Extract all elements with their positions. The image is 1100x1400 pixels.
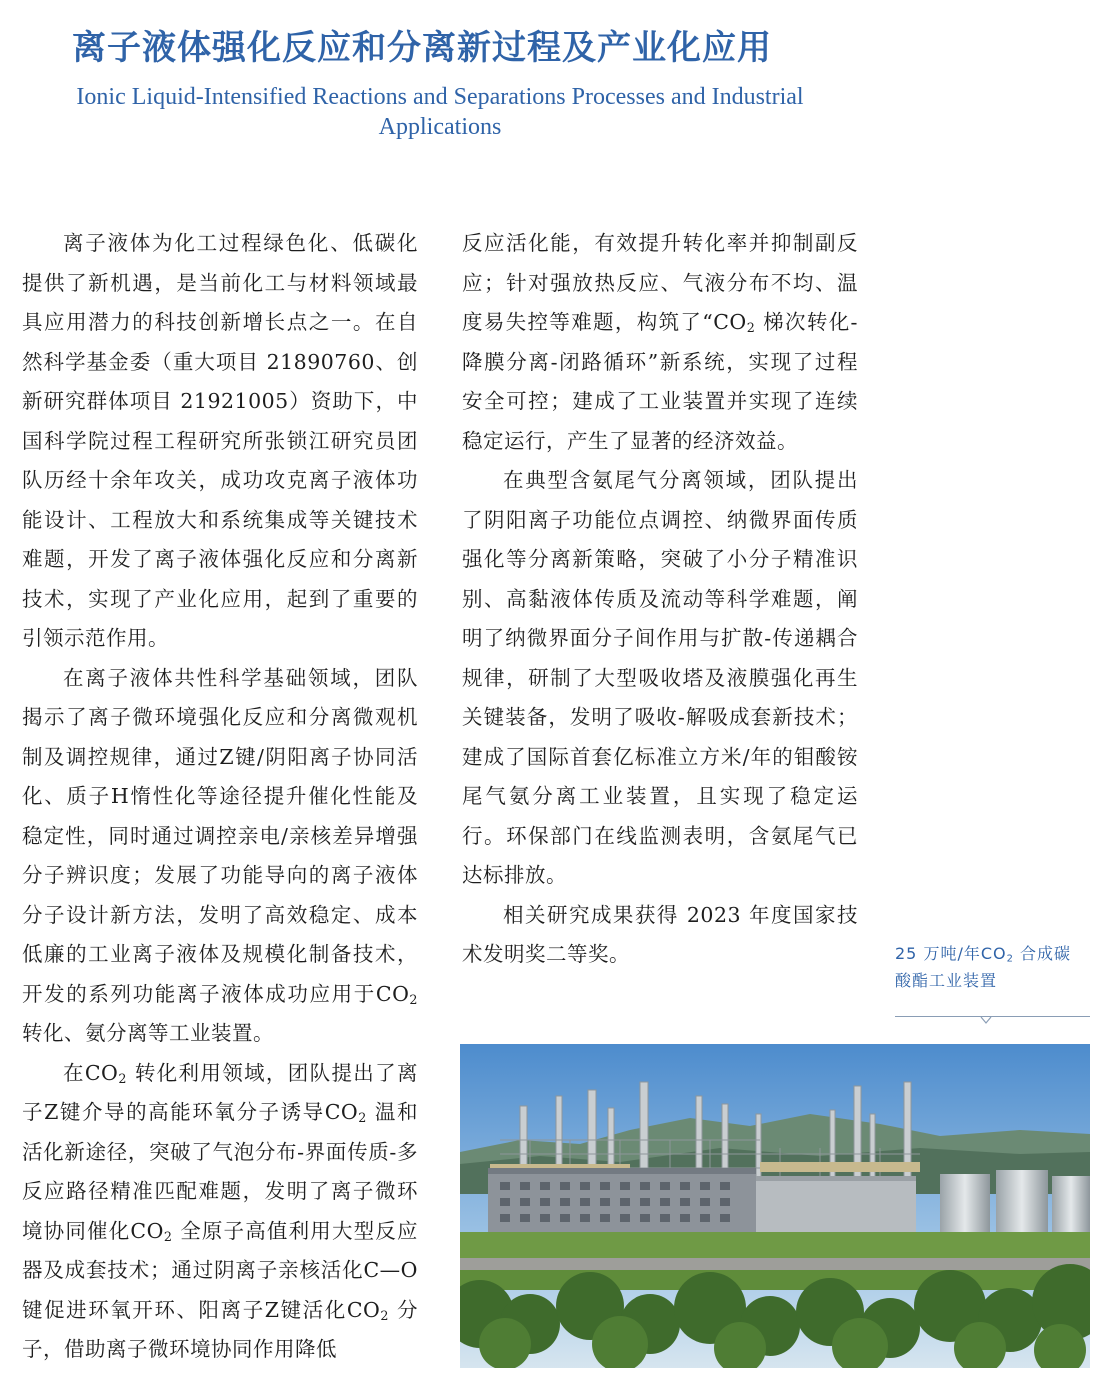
article-title: 离子液体强化反应和分离新过程及产业化应用 [72,28,772,68]
paragraph-co2-utilization: 在$CO_2$ 转化利用领域，团队提出了离子Z键介导的高能环氧分子诱导$CO_2$ 温和活化新途径，突破了气泡分布-界面传质-多反应路径精准匹配难题，发明了离子微环境协同催化$CO_2$ 全原子高值利用大型反应器及成套技术；通过阴离子亲核活化C—O键促进环氧开环、阳离子Z键活化$CO_2$ 分子，借助离子微环境协同作用降低 [22,1060,419,1361]
caption-divider [895,1016,1090,1017]
subtitle-line-1: Ionic Liquid-Intensified Reactions and Separations Processes and Industrial [76,84,804,110]
photo-caption: 25 万吨/年$CO_2$ 合成碳 酸酯工业装置 [895,944,1072,990]
paragraph-ammonia-separation: 在典型含氨尾气分离领域，团队提出了阴阳离子功能位点调控、纳微界面传质强化等分离新策略，突破了小分子精准识别、高黏液体传质及流动等科学难题，阐明了纳微界面分子间作用与扩散-传递耦合规律，研制了大型吸收塔及液膜强化再生关键装备，发明了吸收-解吸成套新技术；建成了国际首套亿标准立方米/年的钼酸铵尾气氨分离工业装置，且实现了稳定运行。环保部门在线监测表明，含氨尾气已达标排放。 [462,468,858,887]
paragraph-science-basis: 在离子液体共性科学基础领域，团队揭示了离子微环境强化反应和分离微观机制及调控规律，通过Z键/阴阳离子协同活化、质子H惰性化等途径提升催化性能及稳定性，同时通过调控亲电/亲核差异增强分子辨识度；发展了功能导向的离子液体分子设计新方法，发明了高效稳定、成本低廉的工业离子液体及规模化制备技术，开发的系列功能离子液体成功应用于$CO_2$ 转化、氨分离等工业装置。 [22,665,418,1045]
article-subtitle [40,82,840,142]
paragraph-co2-continued: 反应活化能，有效提升转化率并抑制副反应；针对强放热反应、气液分布不均、温度易失控等难题，构筑了“$CO_2$ 梯次转化-降膜分离-闭路循环”新系统，实现了过程安全可控；建成了工业装置并实现了连续稳定运行，产生了显著的经济效益。 [462,231,858,453]
paragraph-award: 相关研究成果获得 2023 年度国家技术发明奖二等奖。 [462,902,858,966]
right-column [462,224,858,975]
paragraph-intro: 离子液体为化工过程绿色化、低碳化提供了新机遇，是当前化工与材料领域最具应用潜力的科技创新增长点之一。在自然科学基金委（重大项目 21890760、创新研究群体项目 21921005）资助下，中国科学院过程工程研究所张锁江研究员团队历经十余年攻关，成功攻克离子液体功能设计、工程放大和系统集成等关键技术难题，开发了离子液体强化反应和分离新技术，实现了产业化应用，起到了重要的引领示范作用。 [22,231,418,650]
left-column [22,224,418,1370]
caption-pointer-icon [980,1016,992,1028]
subtitle-line-2: Applications [378,114,502,140]
industrial-plant-photo [460,1044,1090,1368]
